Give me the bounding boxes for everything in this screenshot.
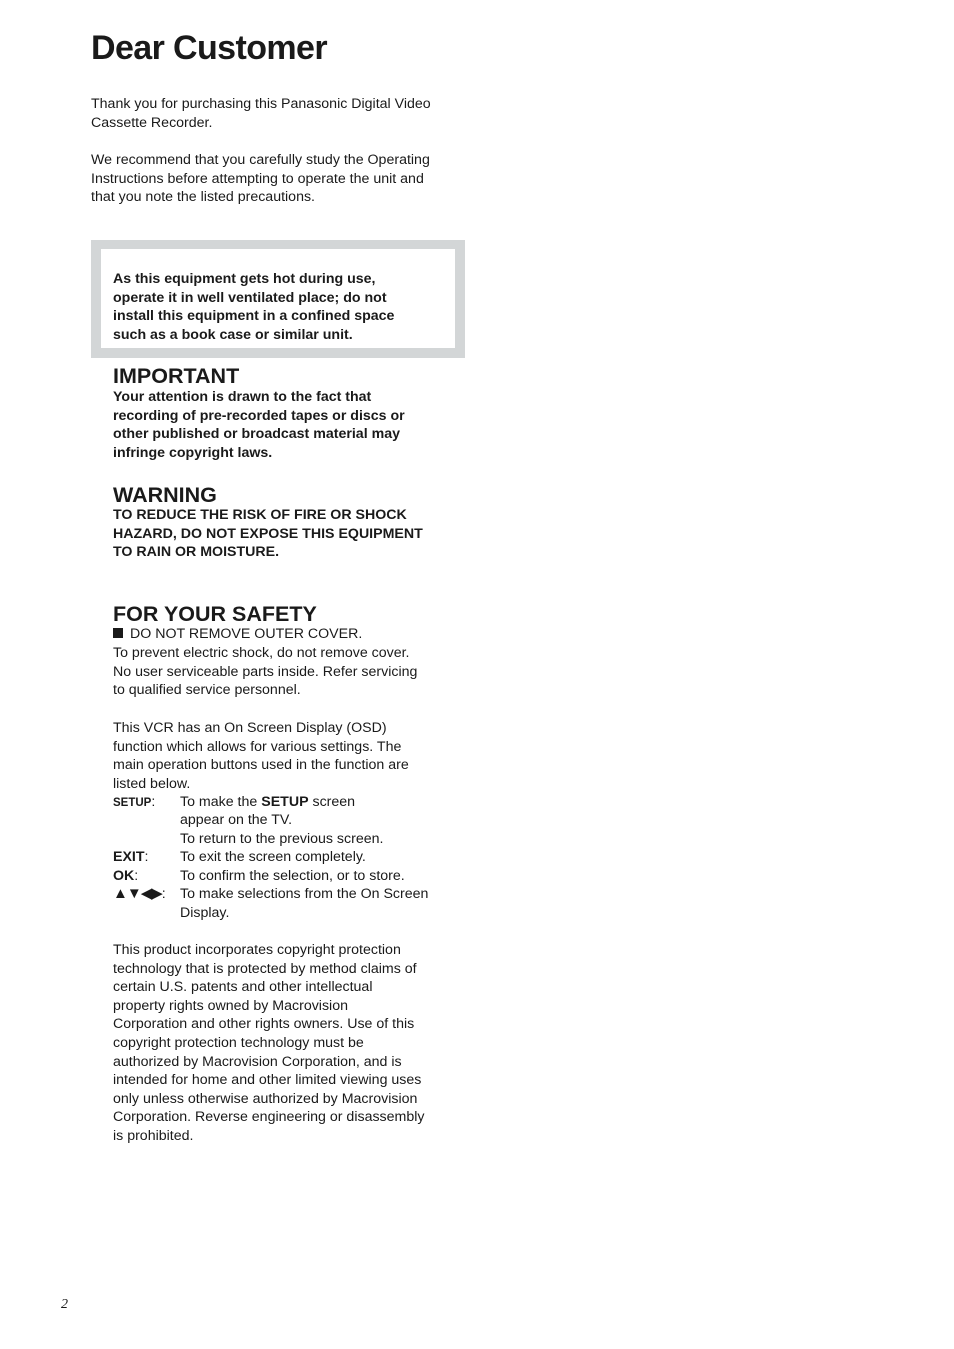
intro-recommend-paragraph: We recommend that you carefully study the Operating Instructions before attempting to operate the unit and that you note the listed precautions.: [91, 152, 430, 206]
intro-thanks-paragraph: Thank you for purchasing this Panasonic Digital Video Cassette Recorder.: [91, 96, 431, 131]
ok-key-description: To confirm the selection, or to store.: [180, 868, 405, 884]
setup-key-label: SETUP:: [113, 794, 156, 810]
copyright-paragraph: This product incorporates copyright protection technology that is protected by method claims of certain U.S. patents and other intellectual property rights owned by Macrovision Corporation and other rights owners. Use of this copyright protection technology must be authorized by Macrovision Corporation, and is intended for home and other limited viewing uses only unless otherwise authorized by Macrovision Corporation. Reverse engineering or disassembly is prohibited.: [113, 942, 425, 1144]
setup-key-description-line2: appear on the TV.: [180, 812, 293, 828]
arrow-keys-description: To make selections from the On Screen: [180, 886, 429, 902]
caution-inner-panel: [101, 249, 455, 348]
safety-bullet: DO NOT REMOVE OUTER COVER.: [113, 625, 362, 644]
arrow-keys-label: ▲▼◀▶:: [113, 885, 166, 902]
setup-key-description-line3: To return to the previous screen.: [180, 831, 384, 847]
setup-key-description: To make the SETUP screen: [180, 794, 356, 810]
warning-heading: WARNING: [113, 483, 217, 507]
arrow-keys-description-line2: Display.: [180, 905, 230, 921]
page-number: 2: [61, 1297, 68, 1312]
exit-key-description: To exit the screen completely.: [180, 849, 366, 865]
important-text: Your attention is drawn to the fact that recording of pre-recorded tapes or discs or other published or broadcast material may infringe copyright laws.: [113, 389, 405, 461]
arrow-keys-icon: ▲▼◀▶: [113, 885, 162, 902]
ventilation-caution-box: [91, 240, 465, 358]
safety-heading: FOR YOUR SAFETY: [113, 602, 317, 626]
safety-text: To prevent electric shock, do not remove cover. No user serviceable parts inside. Refer servicing to qualified service personnel.: [113, 645, 418, 699]
warning-text: TO REDUCE THE RISK OF FIRE OR SHOCK HAZARD, DO NOT EXPOSE THIS EQUIPMENT TO RAIN OR MOISTURE.: [113, 507, 423, 561]
exit-key-label: EXIT:: [113, 849, 149, 865]
ok-key-label: OK:: [113, 868, 139, 884]
bullet-square-icon: [113, 628, 123, 638]
caution-text: As this equipment gets hot during use, operate it in well ventilated place; do not install this equipment in a confined space such as a book case or similar unit.: [113, 271, 395, 343]
page-title: Dear Customer: [91, 29, 327, 67]
osd-intro-paragraph: This VCR has an On Screen Display (OSD) function which allows for various settings. The main operation buttons used in the function are listed below.: [113, 720, 409, 792]
important-heading: IMPORTANT: [113, 364, 240, 388]
